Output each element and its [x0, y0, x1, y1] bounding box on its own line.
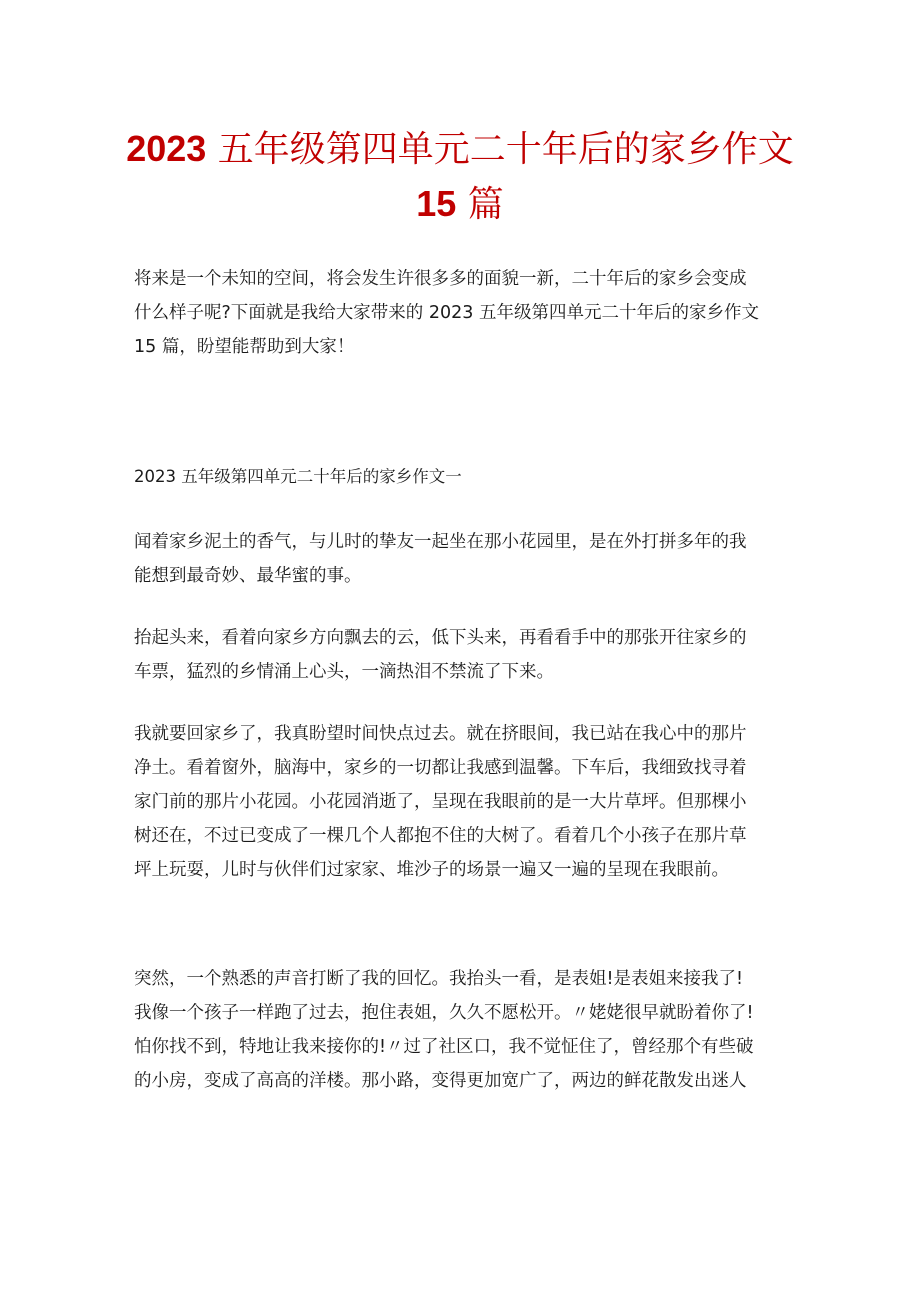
body-paragraph-3 — [134, 717, 794, 887]
paragraph-line: 家门前的那片小花园。小花园消逝了，呈现在我眼前的是一大片草坪。但那棵小 — [134, 792, 747, 812]
paragraph-line: 抬起头来，看着向家乡方向飘去的云，低下头来，再看看手中的那张开往家乡的 — [134, 628, 747, 648]
paragraph-line: 怕你找不到，特地让我来接你的!〃过了社区口，我不觉怔住了，曾经那个有些破 — [134, 1037, 754, 1057]
paragraph-line: 我像一个孩子一样跑了过去，抱住表姐，久久不愿松开。〃姥姥很早就盼着你了! — [134, 1003, 754, 1023]
title-year: 2023 — [126, 128, 207, 169]
title-suffix: 篇 — [456, 184, 504, 225]
paragraph-line: 坪上玩耍，儿时与伙伴们过家家、堆沙子的场景一遍又一遍的呈现在我眼前。 — [134, 860, 729, 880]
document-title — [120, 122, 800, 232]
section-heading: 2023 五年级第四单元二十年后的家乡作文一 — [134, 467, 462, 486]
title-text: 五年级第四单元二十年后的家乡作文 — [206, 129, 794, 170]
paragraph-line: 树还在，不过已变成了一棵几个人都抱不住的大树了。看着几个小孩子在那片草 — [134, 826, 747, 846]
body-paragraph-1 — [134, 525, 794, 593]
intro-paragraph — [134, 262, 794, 364]
body-paragraph-4 — [134, 962, 794, 1098]
title-count: 15 — [416, 183, 457, 224]
title-line-1 — [120, 122, 800, 177]
paragraph-line: 净土。看着窗外，脑海中，家乡的一切都让我感到温馨。下车后，我细致找寻着 — [134, 758, 747, 778]
paragraph-line: 车票，猛烈的乡情涌上心头，一滴热泪不禁流了下来。 — [134, 662, 554, 682]
intro-line: 15 篇，盼望能帮助到大家！ — [134, 337, 355, 357]
paragraph-line: 能想到最奇妙、最华蜜的事。 — [134, 566, 362, 586]
paragraph-line: 我就要回家乡了，我真盼望时间快点过去。就在挤眼间，我已站在我心中的那片 — [134, 724, 747, 744]
paragraph-line: 闻着家乡泥土的香气，与儿时的挚友一起坐在那小花园里，是在外打拼多年的我 — [134, 532, 747, 552]
intro-line: 什么样子呢?下面就是我给大家带来的 2023 五年级第四单元二十年后的家乡作文 — [134, 303, 759, 323]
paragraph-line: 的小房，变成了高高的洋楼。那小路，变得更加宽广了，两边的鲜花散发出迷人 — [134, 1071, 747, 1091]
title-line-2 — [120, 177, 800, 232]
body-paragraph-2 — [134, 621, 794, 689]
intro-line: 将来是一个未知的空间，将会发生许很多多的面貌一新，二十年后的家乡会变成 — [134, 269, 747, 289]
paragraph-line: 突然，一个熟悉的声音打断了我的回忆。我抬头一看，是表姐!是表姐来接我了! — [134, 969, 744, 989]
